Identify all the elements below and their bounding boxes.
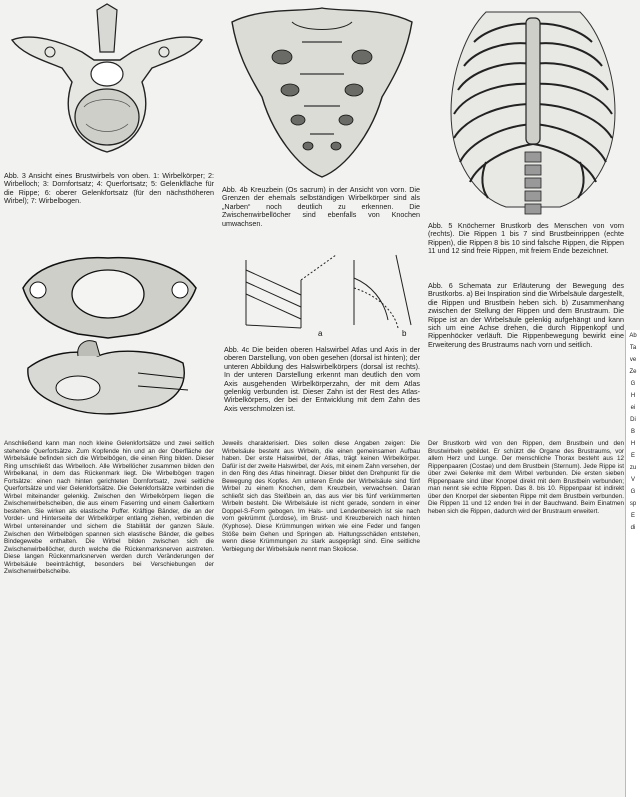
edge-fragment: di — [630, 525, 636, 531]
body-text-col1: Anschließend kann man noch kleine Gelenkfortsätze und zwei seitlich stehende Querfortsätze. Zum Kopfende hin und an der Oberfläche der Wirbelsäule befinden sich die Wirbelbögen, die einen Ring bilden. Dieser Ring umschließt das Wirbelloch. Alle Wirbellöcher zusammen bilden den Wirbelkanal, in dem das Rückenmark liegt. Die Wirbelbögen tragen Fortsätze: einen nach hinten gerichteten Dornfortsatz, zwei seitliche Querfortsätze und vier Gelenkfortsätze. Die Gelenkfortsätze verbinden die Wirbel miteinander gelenkig. Zwischen den Wirbelkörpern liegen die Zwischenwirbelscheiben, die aus einem Faserring und einem Gallertkern bestehen. Sie wirken als elastische Puffer. Kräftige Bänder, die an der Vorder- und Hinterseite der Wirbelkörper entlang ziehen, verbinden die Wirbel untereinander und sichern die Stabilität der ganzen Säule. Zwischen den Wirbelbögen spannen sich elastische Bänder, die gelbes Bindegewebe enthalten. Die Wirbel bilden zwischen sich die Zwischenwirbellöcher, durch welche die Rückenmarksnerven austreten. Diese langen Rückenmarksnerven werden durch Veränderungen der Wirbelsäule beeinträchtigt, besonders bei Verschiebungen der Zwischenwirbelscheibe. — [4, 440, 214, 576]
edge-fragment: Di — [630, 417, 636, 423]
edge-fragment: Ab — [629, 333, 637, 339]
body-column-2 — [222, 440, 420, 794]
caption-fig6: Abb. 6 Schemata zur Erläuterung der Bewegung des Brustkorbs. a) Bei Inspiration sind die Wirbelsäule dargestellt, die Rippen und Brustbein heben sich. b) Zusammenhang zwischen der Stellung der Rippen und dem Brustraum. Die Rippe ist an der Wirbelsäule gelenkig aufgehängt und kann sich um eine Achse drehen, die durch Rippenkopf und Rippenhöcker verläuft. Die Rippenbewegung bewirkt eine Erweiterung des Brustraums nach vorn und seitlich. — [428, 281, 624, 349]
edge-fragment: Ze — [629, 369, 637, 375]
scheme-label-b: b — [402, 329, 407, 338]
ribcage-drawing — [426, 2, 640, 220]
scheme-label-a: a — [318, 329, 323, 338]
edge-fragment: E — [630, 513, 635, 519]
vertebra-drawing — [2, 2, 212, 168]
edge-fragment: ve — [629, 357, 637, 363]
rib-movement-scheme — [226, 240, 422, 340]
edge-fragment: B — [630, 429, 635, 435]
caption-fig4c: Abb. 4c Die beiden oberen Halswirbel Atlas und Axis in der oberen Darstellung, von oben gesehen (dorsal ist hinten); der unteren Abbildung des Halswirbelkörpers (dorsal ist rechts). In der unteren Darstellung erkennt man deutlich den vom Axis ausgehenden Wirbelkörperzahn, der mit dem Atlas gelenkig verbunden ist. Dieser Zahn ist der Rest des Atlas-Wirbelkörpers, der bei der Entwicklung mit dem Zahn des Axis verschmolzen ist. — [224, 345, 420, 413]
edge-fragment: H — [630, 441, 636, 447]
edge-fragment: Ta — [629, 345, 637, 351]
caption-fig3: Abb. 3 Ansicht eines Brustwirbels von oben. 1: Wirbelkörper; 2: Wirbelloch; 3: Dornfortsatz; 4: Querfortsatz; 5: Gelenkfläche für die Rippe; 6: oberer Gelenkfortsatz (für den nächsthöheren Wirbel); 7: Wirbelbogen. — [4, 171, 214, 206]
edge-fragment: H — [630, 393, 636, 399]
scheme-drawing — [226, 240, 422, 340]
caption-fig5: Abb. 5 Knöcherner Brustkorb des Menschen von vorn (rechts). Die Rippen 1 bis 7 sind Brustbeinrippen (echte Rippen), die Rippen 8 bis 10 sind falsche Rippen, die Rippen 11 und 12 sind freie Rippen, mit freiem Ende bezeichnet. — [428, 221, 624, 256]
body-text-col3: Der Brustkorb wird von den Rippen, dem Brustbein und den Brustwirbeln gebildet. Er schützt die Organe des Brustraums, vor allem Herz und Lunge. Der menschliche Thorax besteht aus 12 Rippenpaaren (Costae) und dem Brustbein (Sternum). Jede Rippe ist über zwei Gelenke mit dem Wirbel verbunden. Die ersten sieben Rippenpaare sind über Knorpel direkt mit dem Brustbein verbunden; man nennt sie echte Rippen. Das 8. bis 10. Rippenpaar ist indirekt über den Knorpel der siebenten Rippe mit dem Brustbein verbunden. Die Rippen 11 und 12 enden frei in der Bauchwand. Beim Einatmen heben sich die Rippen, dadurch wird der Brustraum erweitert. — [428, 440, 624, 515]
next-page-edge — [625, 330, 640, 797]
sacrum-figure — [222, 2, 422, 182]
ribcage-figure — [426, 2, 640, 220]
edge-fragment: sp — [629, 501, 637, 507]
vertebra-top-figure — [2, 2, 212, 168]
edge-fragment: zu — [629, 465, 637, 471]
edge-fragment: G — [630, 381, 636, 387]
sacrum-drawing — [222, 2, 422, 182]
edge-fragment: V — [630, 477, 635, 483]
edge-fragment: E — [630, 453, 635, 459]
body-column-1 — [4, 440, 214, 794]
atlas-axis-drawing — [8, 248, 213, 436]
body-column-3 — [428, 440, 624, 794]
atlas-axis-figure — [8, 248, 213, 436]
edge-fragment: ei — [630, 405, 636, 411]
body-text-col2: Jeweils charakterisiert. Dies sollen diese Angaben zeigen: Die Wirbelsäule besteht aus Wirbeln, die einen gemeinsamen Aufbau haben. Der erste Halswirbel, der Atlas, trägt keinen Wirbelkörper. Dafür ist der zweite Halswirbel, der Axis, mit einem Zahn versehen, der in den Ring des Atlas hineinragt. Dieser bildet den Drehpunkt für die Bewegung des Kopfes. Am unteren Ende der Wirbelsäule sind fünf Wirbel zu einem Knochen, dem Kreuzbein, verwachsen. Daran schließt sich das Steißbein an, das aus vier bis fünf verkümmerten Wirbeln besteht. Die Wirbelsäule ist nicht gerade, sondern in einer Doppel-S-Form gebogen. Im Hals- und Lendenbereich ist sie nach vorn gekrümmt (Lordose), im Brust- und Kreuzbereich nach hinten (Kyphose). Diese Krümmungen wirken wie eine Feder und fangen Stöße beim Gehen und Springen ab. Haltungsschäden entstehen, wenn diese Krümmungen zu stark ausgeprägt sind. Eine seitliche Verbiegung der Wirbelsäule nennt man Skoliose. — [222, 440, 420, 553]
edge-fragment: G — [630, 489, 636, 495]
caption-fig4b: Abb. 4b Kreuzbein (Os sacrum) in der Ansicht von vorn. Die Grenzen der ehemals selbständigen Wirbelkörper sind als „Narben“ noch deutlich zu erkennen. Die Zwischenwirbellöcher sind ebenfalls von Knochen umwachsen. — [222, 185, 420, 228]
